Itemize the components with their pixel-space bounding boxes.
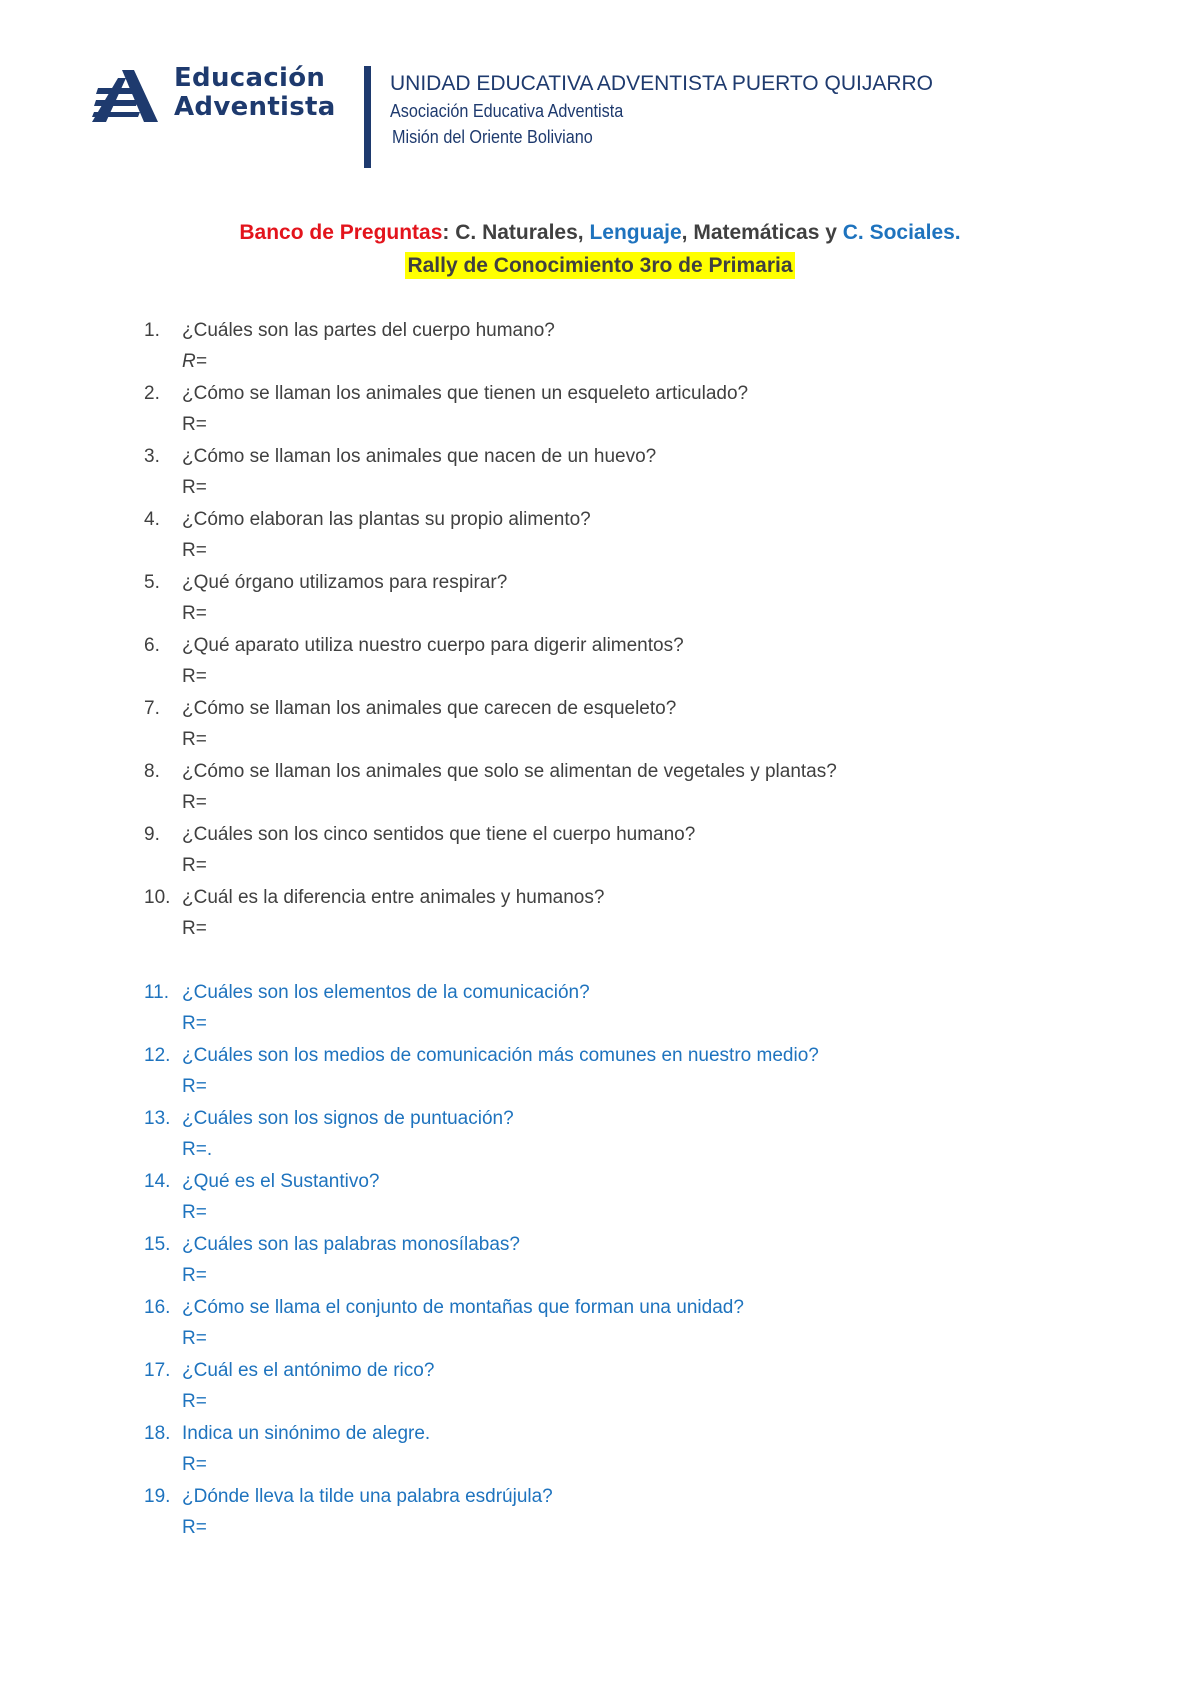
document-title <box>0 218 1200 248</box>
answer-label: R= <box>182 1328 207 1349</box>
question-text: ¿Dónde lleva la tilde una palabra esdrújula? <box>182 1486 553 1507</box>
question-text: ¿Cuáles son las palabras monosílabas? <box>182 1234 520 1255</box>
answer-label: R= <box>182 351 207 372</box>
question-number: 7. <box>144 698 160 719</box>
logo-line-1: Educación <box>174 63 326 93</box>
title-part-2: : C. Naturales, <box>442 221 590 244</box>
answer-label: R= <box>182 792 207 813</box>
question-text: ¿Cuáles son los medios de comunicación más comunes en nuestro medio? <box>182 1045 819 1066</box>
question-text: ¿Cuáles son las partes del cuerpo humano? <box>182 320 555 341</box>
question-number: 8. <box>144 761 160 782</box>
question-number: 9. <box>144 824 160 845</box>
answer-label: R= <box>182 666 207 687</box>
title-part-1: Banco de Preguntas <box>239 221 443 244</box>
document-header <box>92 62 1112 174</box>
question-number: 16. <box>144 1297 171 1318</box>
answer-label: R= <box>182 414 207 435</box>
answer-label: R= <box>182 603 207 624</box>
logo-line-2: Adventista <box>174 92 336 122</box>
answer-label: R= <box>182 1202 207 1223</box>
answer-label: R= <box>182 1517 207 1538</box>
document-title-block <box>0 218 1200 279</box>
question-number: 19. <box>144 1486 171 1507</box>
title-part-5: C. Sociales. <box>842 221 961 244</box>
question-number: 4. <box>144 509 160 530</box>
question-text: ¿Cómo elaboran las plantas su propio alimento? <box>182 509 591 530</box>
title-part-4: , Matemáticas y <box>681 221 843 244</box>
association-name: Asociación Educativa Adventista <box>390 101 624 121</box>
question-number: 17. <box>144 1360 171 1381</box>
question-text: ¿Cómo se llaman los animales que solo se alimentan de vegetales y plantas? <box>182 761 837 782</box>
question-text: ¿Qué es el Sustantivo? <box>182 1171 380 1192</box>
question-text: ¿Cómo se llama el conjunto de montañas que forman una unidad? <box>182 1297 744 1318</box>
question-text: ¿Cuál es la diferencia entre animales y humanos? <box>182 887 605 908</box>
answer-label: R= <box>182 1454 207 1475</box>
answer-label: R= <box>182 855 207 876</box>
title-part-3: Lenguaje <box>589 221 682 244</box>
answer-label: R= <box>182 1391 207 1412</box>
question-text: ¿Cuál es el antónimo de rico? <box>182 1360 435 1381</box>
question-text: ¿Cuáles son los signos de puntuación? <box>182 1108 514 1129</box>
answer-label: R= <box>182 1076 207 1097</box>
question-number: 14. <box>144 1171 171 1192</box>
mission-name: Misión del Oriente Boliviano <box>392 127 593 147</box>
question-number: 10. <box>144 887 171 908</box>
question-text: ¿Cuáles son los elementos de la comunicación? <box>182 982 590 1003</box>
question-number: 5. <box>144 572 160 593</box>
answer-label: R= <box>182 1265 207 1286</box>
answer-label: R= <box>182 1013 207 1034</box>
answer-label: R=. <box>182 1139 213 1160</box>
question-number: 11. <box>144 982 170 1003</box>
question-number: 18. <box>144 1423 171 1444</box>
question-number: 13. <box>144 1108 171 1129</box>
school-name: UNIDAD EDUCATIVA ADVENTISTA PUERTO QUIJARRO <box>390 72 933 95</box>
question-number: 2. <box>144 383 160 404</box>
question-text: ¿Cómo se llaman los animales que carecen de esqueleto? <box>182 698 677 719</box>
answer-label: R= <box>182 729 207 750</box>
answer-label: R= <box>182 918 207 939</box>
logo-wordmark <box>174 64 336 122</box>
question-number: 6. <box>144 635 160 656</box>
question-text: ¿Cómo se llaman los animales que nacen de un huevo? <box>182 446 657 467</box>
question-number: 15. <box>144 1234 171 1255</box>
question-text: ¿Qué órgano utilizamos para respirar? <box>182 572 508 593</box>
question-number: 12. <box>144 1045 171 1066</box>
answer-label: R= <box>182 477 207 498</box>
answer-label: R= <box>182 540 207 561</box>
question-text: ¿Cómo se llaman los animales que tienen un esqueleto articulado? <box>182 383 749 404</box>
adventist-logo-icon <box>92 70 158 122</box>
question-number: 1. <box>144 320 160 341</box>
question-number: 3. <box>144 446 160 467</box>
question-text: ¿Cuáles son los cinco sentidos que tiene el cuerpo humano? <box>182 824 696 845</box>
header-divider <box>364 66 371 168</box>
question-text: Indica un sinónimo de alegre. <box>182 1423 431 1444</box>
question-text: ¿Qué aparato utiliza nuestro cuerpo para digerir alimentos? <box>182 635 684 656</box>
document-subtitle: Rally de Conocimiento 3ro de Primaria <box>407 254 793 277</box>
